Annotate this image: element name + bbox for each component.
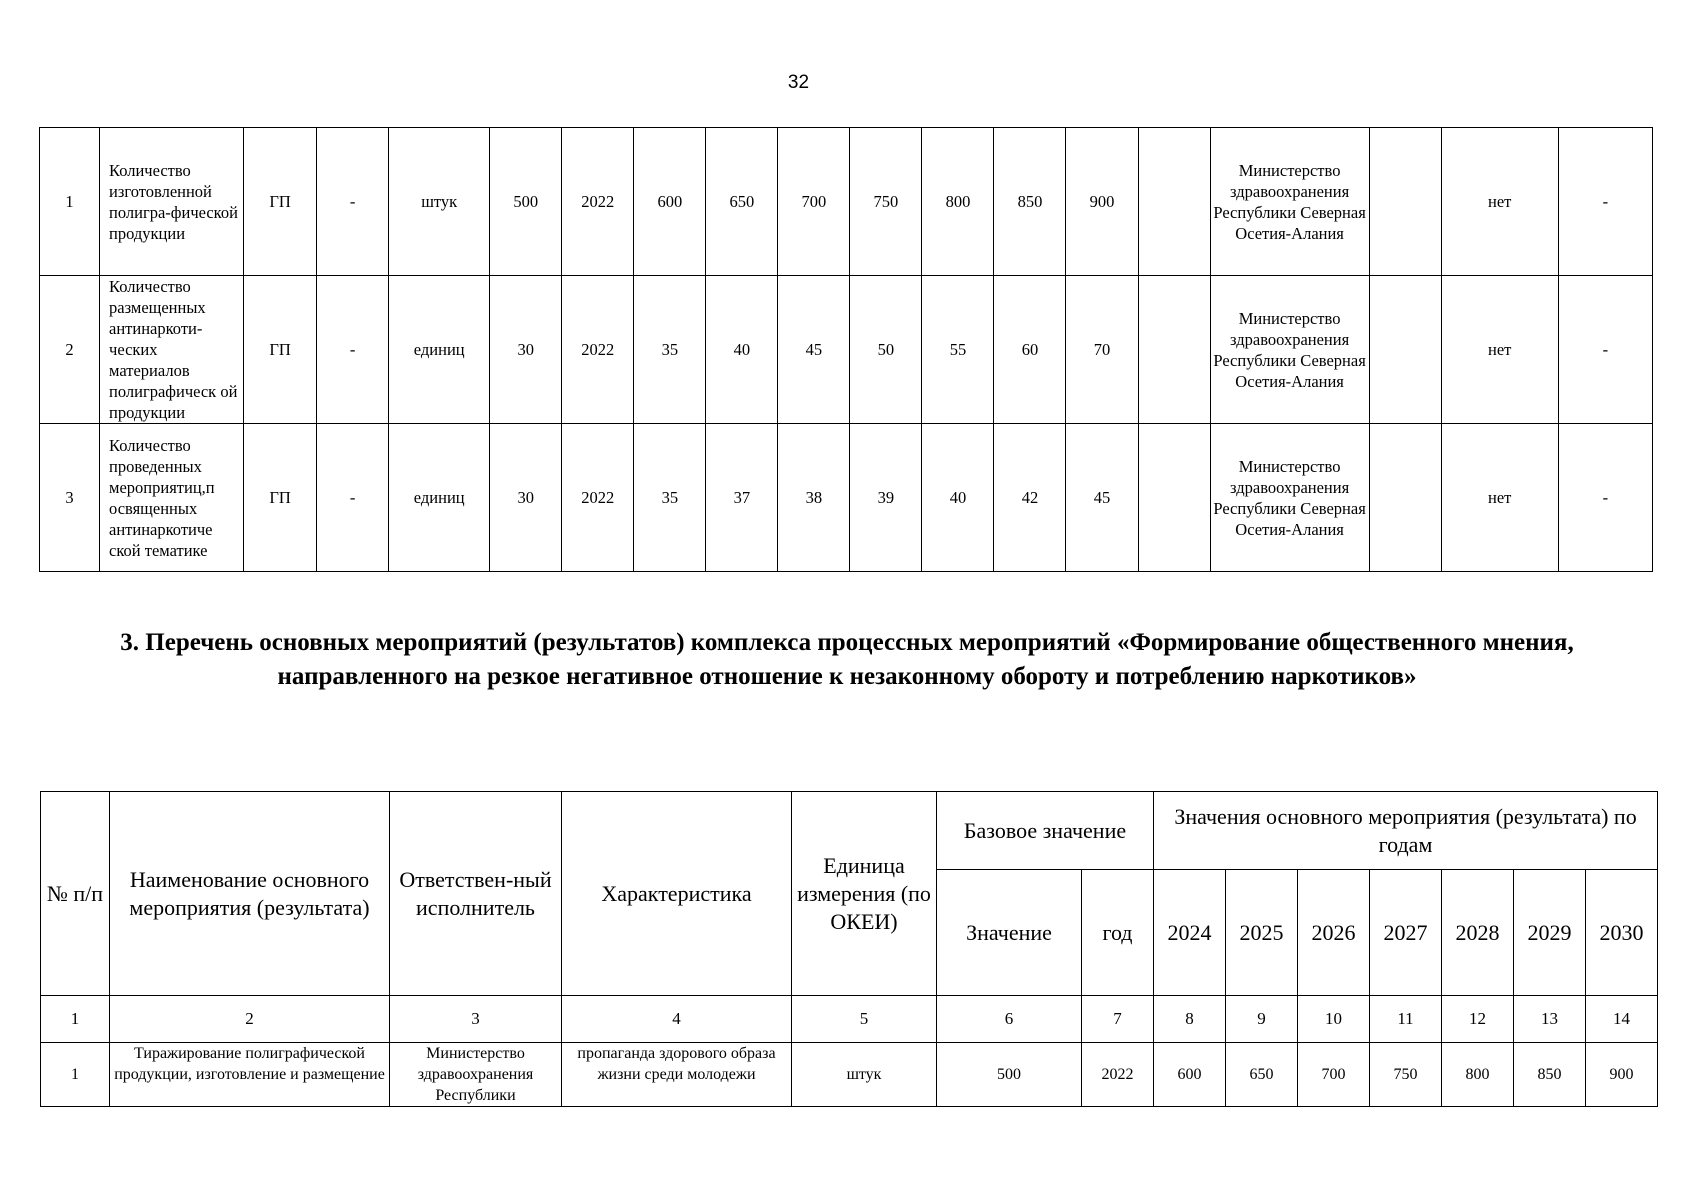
year-value-cell: 38 bbox=[778, 424, 850, 572]
header-base-group: Базовое значение bbox=[937, 792, 1154, 870]
responsible-cell: Министерство здравоохранения Республики Северная Осетия-Алания bbox=[1210, 128, 1369, 276]
dash-cell: - bbox=[317, 424, 389, 572]
base-value-cell: 30 bbox=[490, 276, 562, 424]
base-year-cell: 2022 bbox=[562, 128, 634, 276]
header-characteristic: Характеристика bbox=[562, 792, 792, 996]
header-year: 2025 bbox=[1226, 870, 1298, 996]
indicator-name-cell: Количество размещенных антинаркоти-ческих материалов полиграфическ ой продукции bbox=[100, 276, 244, 424]
table-row bbox=[40, 424, 1653, 572]
unit-cell: единиц bbox=[389, 424, 490, 572]
year-value-cell: 70 bbox=[1066, 276, 1138, 424]
base-value-cell: 500 bbox=[490, 128, 562, 276]
year-value-cell: 35 bbox=[634, 276, 706, 424]
unit-cell: штук bbox=[389, 128, 490, 276]
year-value-cell: 800 bbox=[922, 128, 994, 276]
characteristic-cell: пропаганда здорового образа жизни среди молодежи bbox=[562, 1043, 792, 1107]
activity-name-cell: Тиражирование полиграфической продукции, изготовление и размещение bbox=[110, 1043, 390, 1107]
flag-cell: нет bbox=[1441, 424, 1558, 572]
column-number-cell: 5 bbox=[792, 996, 937, 1043]
header-unit: Единица измерения (по ОКЕИ) bbox=[792, 792, 937, 996]
base-year-cell: 2022 bbox=[562, 276, 634, 424]
dash-cell: - bbox=[317, 276, 389, 424]
indicators-table bbox=[39, 127, 1653, 572]
year-value-cell: 40 bbox=[706, 276, 778, 424]
year-value-cell: 35 bbox=[634, 424, 706, 572]
header-year: 2024 bbox=[1154, 870, 1226, 996]
column-number-cell: 9 bbox=[1226, 996, 1298, 1043]
row-number-cell: 1 bbox=[41, 1043, 110, 1107]
year-value-cell: 700 bbox=[778, 128, 850, 276]
empty-cell bbox=[1138, 128, 1210, 276]
header-name: Наименование основного мероприятия (результата) bbox=[110, 792, 390, 996]
indicator-name-cell: Количество проведенных мероприятиц,п освященных антинаркотиче ской тематике bbox=[100, 424, 244, 572]
level-cell: ГП bbox=[244, 128, 317, 276]
year-value-cell: 650 bbox=[1226, 1043, 1298, 1107]
section-title: 3. Перечень основных мероприятий (результатов) комплекса процессных мероприятий «Формирование общественного мнения, направленного на резкое негативное отношение к незаконному обороту и потреблению наркотиков» bbox=[120, 629, 1574, 690]
activities-table bbox=[40, 791, 1658, 1107]
base-year-cell: 2022 bbox=[1082, 1043, 1154, 1107]
header-num: № п/п bbox=[41, 792, 110, 996]
column-number-cell: 1 bbox=[41, 996, 110, 1043]
unit-cell: штук bbox=[792, 1043, 937, 1107]
dash-cell: - bbox=[1558, 276, 1652, 424]
table-row bbox=[41, 1043, 1658, 1107]
column-number-cell: 6 bbox=[937, 996, 1082, 1043]
year-value-cell: 42 bbox=[994, 424, 1066, 572]
year-value-cell: 50 bbox=[850, 276, 922, 424]
year-value-cell: 900 bbox=[1066, 128, 1138, 276]
year-value-cell: 800 bbox=[1442, 1043, 1514, 1107]
year-value-cell: 39 bbox=[850, 424, 922, 572]
base-value-cell: 500 bbox=[937, 1043, 1082, 1107]
responsible-cell: Министерство здравоохранения Республики Северная Осетия-Алания bbox=[1210, 424, 1369, 572]
header-year: 2030 bbox=[1586, 870, 1658, 996]
year-value-cell: 700 bbox=[1298, 1043, 1370, 1107]
year-value-cell: 750 bbox=[1370, 1043, 1442, 1107]
header-year: 2026 bbox=[1298, 870, 1370, 996]
column-number-cell: 12 bbox=[1442, 996, 1514, 1043]
column-number-cell: 4 bbox=[562, 996, 792, 1043]
table-row bbox=[40, 128, 1653, 276]
table-row bbox=[40, 276, 1653, 424]
indicator-name-cell: Количество изготовленной полигра-фической продукции bbox=[100, 128, 244, 276]
header-year: 2028 bbox=[1442, 870, 1514, 996]
header-responsible: Ответствен-ный исполнитель bbox=[390, 792, 562, 996]
column-number-cell: 8 bbox=[1154, 996, 1226, 1043]
responsible-cell: Министерство здравоохранения Республики bbox=[390, 1043, 562, 1107]
empty-cell bbox=[1369, 424, 1441, 572]
column-number-cell: 3 bbox=[390, 996, 562, 1043]
header-base-year: год bbox=[1082, 870, 1154, 996]
row-number-cell: 1 bbox=[40, 128, 100, 276]
empty-cell bbox=[1138, 424, 1210, 572]
year-value-cell: 37 bbox=[706, 424, 778, 572]
row-number-cell: 2 bbox=[40, 276, 100, 424]
year-value-cell: 45 bbox=[1066, 424, 1138, 572]
year-value-cell: 55 bbox=[922, 276, 994, 424]
dash-cell: - bbox=[1558, 424, 1652, 572]
flag-cell: нет bbox=[1441, 128, 1558, 276]
year-value-cell: 40 bbox=[922, 424, 994, 572]
dash-cell: - bbox=[317, 128, 389, 276]
year-value-cell: 850 bbox=[994, 128, 1066, 276]
unit-cell: единиц bbox=[389, 276, 490, 424]
responsible-cell: Министерство здравоохранения Республики Северная Осетия-Алания bbox=[1210, 276, 1369, 424]
year-value-cell: 750 bbox=[850, 128, 922, 276]
column-number-cell: 2 bbox=[110, 996, 390, 1043]
flag-cell: нет bbox=[1441, 276, 1558, 424]
dash-cell: - bbox=[1558, 128, 1652, 276]
level-cell: ГП bbox=[244, 276, 317, 424]
year-value-cell: 600 bbox=[1154, 1043, 1226, 1107]
base-value-cell: 30 bbox=[490, 424, 562, 572]
column-number-cell: 13 bbox=[1514, 996, 1586, 1043]
column-number-cell: 14 bbox=[1586, 996, 1658, 1043]
year-value-cell: 60 bbox=[994, 276, 1066, 424]
header-base-value: Значение bbox=[937, 870, 1082, 996]
column-number-cell: 10 bbox=[1298, 996, 1370, 1043]
empty-cell bbox=[1138, 276, 1210, 424]
empty-cell bbox=[1369, 276, 1441, 424]
row-number-cell: 3 bbox=[40, 424, 100, 572]
header-year: 2029 bbox=[1514, 870, 1586, 996]
column-number-cell: 7 bbox=[1082, 996, 1154, 1043]
header-years-group: Значения основного мероприятия (результата) по годам bbox=[1154, 792, 1658, 870]
empty-cell bbox=[1369, 128, 1441, 276]
year-value-cell: 45 bbox=[778, 276, 850, 424]
header-row-1 bbox=[41, 792, 1658, 870]
year-value-cell: 900 bbox=[1586, 1043, 1658, 1107]
header-year: 2027 bbox=[1370, 870, 1442, 996]
level-cell: ГП bbox=[244, 424, 317, 572]
year-value-cell: 600 bbox=[634, 128, 706, 276]
column-number-cell: 11 bbox=[1370, 996, 1442, 1043]
page-number: 32 bbox=[787, 72, 810, 93]
column-numbers-row bbox=[41, 996, 1658, 1043]
year-value-cell: 850 bbox=[1514, 1043, 1586, 1107]
base-year-cell: 2022 bbox=[562, 424, 634, 572]
year-value-cell: 650 bbox=[706, 128, 778, 276]
